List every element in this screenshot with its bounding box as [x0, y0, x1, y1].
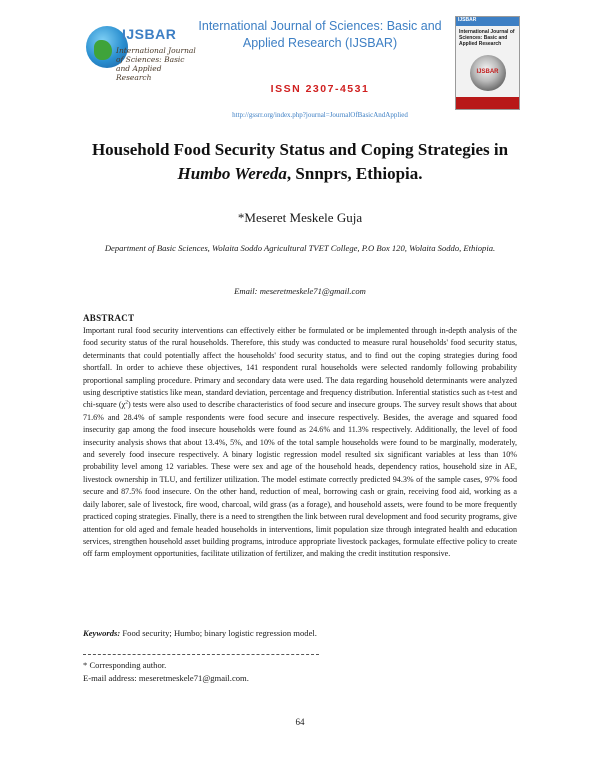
footnote-divider	[83, 654, 319, 655]
abstract-text-2: ) tests were also used to describe characteristics of food secure and insecure groups. The survey result shows that about 71.6% and 28.4% of sample respondents were food secure and insecure respectively. Besides, the average and squared food insecurity gap among the food insecure households were found as 24.6% and 11.3% respectively. Additionally, the level of food insecurity analysis shows that about 13.4%, 5%, and 10% of the total sample households were found to be marginally, moderately, and severely food insecure respectively. A binary logistic regression model resulted six significant variables at less than 10% probability level among 12 variables. These were sex and age of the household heads, dependency ratios, household size in AE, livestock ownership in TLU, and fertilizer utilization. The model estimate correctly predicted 94.3% of the sample cases, 97% food secure and 87.5% food insecure. On the other hand, reduction of meal, borrowing cash or grain, receiving food aid, working as a daily laborer, sale of livestock, fire wood, charcoal, wild grass (as a forage), and household assets, were found to be more frequently practiced coping strategies. Finally, there is a need to strengthen the link between rural development and food security programs, give attention for old aged and female headed households in interventions, limit population size through integrated health and education services, strengthen household asset building programs, introduce appropriate livestock packages, formulate effective policy to create off farm employment opportunities, facilitate utilization of fertilizer, and making the credit institution responsive.	[83, 400, 517, 559]
paper-title	[60, 138, 540, 186]
title-italic-place: Humbo Wereda	[177, 164, 287, 183]
keywords-label: Keywords:	[83, 628, 121, 638]
journal-url[interactable]: http://gssrr.org/index.php?journal=JournalOfBasicAndApplied	[232, 111, 408, 119]
journal-cover-thumbnail	[455, 16, 520, 110]
title-line-1: Household Food Security Status and Coping Strategies in	[91, 140, 509, 159]
cover-abbreviation: IJSBAR	[458, 17, 477, 23]
author-affiliation: Department of Basic Sciences, Wolaita Soddo Agricultural TVET College, P.O Box 120, Wolaita Soddo, Ethiopia.	[104, 243, 496, 253]
author-email: Email: meseretmeskele71@gmail.com	[234, 286, 366, 296]
journal-header	[0, 0, 600, 125]
abstract-heading: ABSTRACT	[83, 313, 135, 323]
footnote-corresponding: * Corresponding author.	[83, 660, 167, 670]
abstract-superscript: 2	[125, 399, 128, 406]
logo-abbreviation: IJSBAR	[122, 26, 177, 42]
journal-logo	[86, 20, 196, 82]
cover-label: IJSBAR	[476, 69, 499, 75]
page-number: 64	[295, 717, 305, 727]
keywords-text: Food security; Humbo; binary logistic regression model.	[120, 628, 317, 638]
keywords	[83, 628, 517, 638]
abstract-body	[83, 325, 517, 561]
footnote-email: E-mail address: meseretmeskele71@gmail.com.	[83, 673, 249, 683]
logo-script-text: International Journal of Sciences: Basic and Applied Research	[116, 46, 196, 82]
cover-title: International Journal of Sciences: Basic and Applied Research	[459, 29, 515, 47]
journal-title: International Journal of Sciences: Basic and Applied Research (IJSBAR)	[198, 19, 442, 50]
author-name: *Meseret Meskele Guja	[237, 210, 363, 225]
abstract-text-1: Important rural food security interventions can effectively either be formulated or be implemented through in-depth analysis of the food security status of the rural households. Therefore, this study was conducted to measure rural households' food security status, determinants that could potentially affect the households' food security status, and to find out the coping strategies during food shortfall. In order to achieve these objectives, 141 respondent rural households were selected randomly following probability proportional sampling procedure. Primary and secondary data were used. The data regarding household determinants were analyzed using descriptive statistics like mean, standard deviation, percentage and frequency distribution. Inferential statistics such as t-test and chi-square (χ	[83, 326, 518, 410]
issn: ISSN 2307-4531	[270, 83, 370, 95]
title-line-2: , Snnprs, Ethiopia.	[286, 164, 423, 183]
